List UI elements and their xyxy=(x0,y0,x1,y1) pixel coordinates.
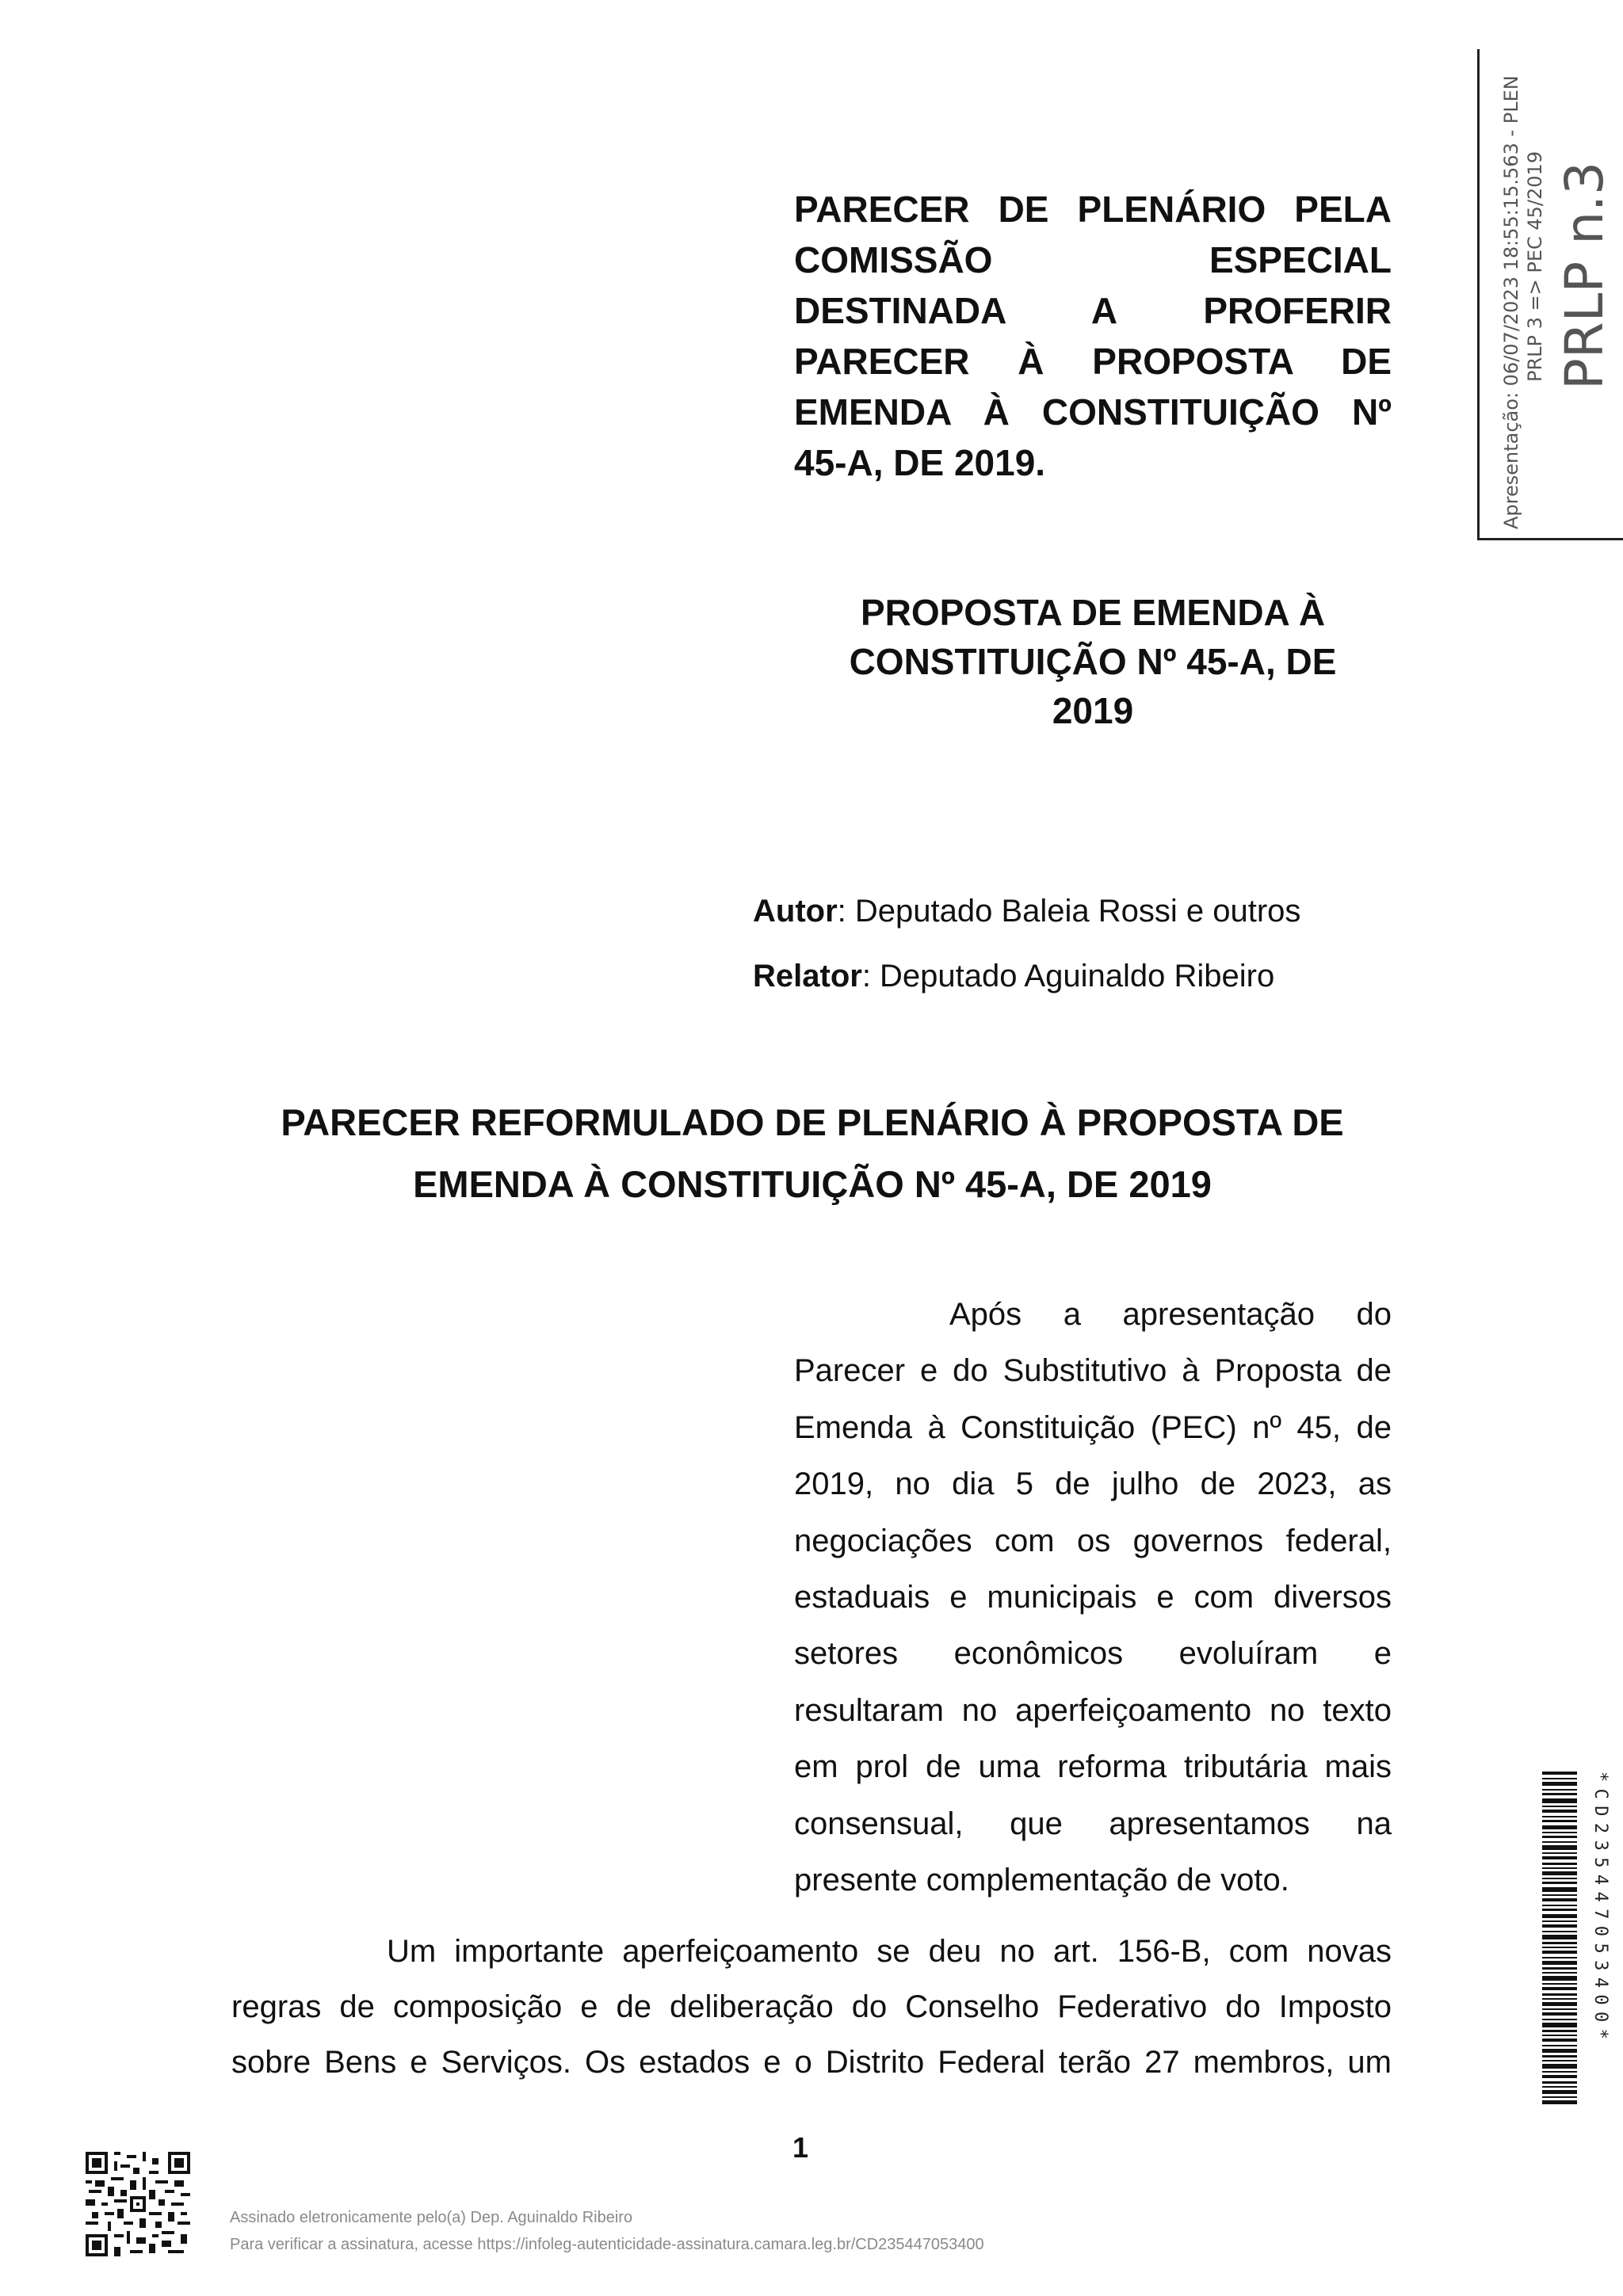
paragraph-line: Emenda à Constituição (PEC) nº 45, de xyxy=(794,1409,1392,1445)
page-number: 1 xyxy=(792,2131,809,2164)
verification-link[interactable]: Para verificar a assinatura, acesse https://infoleg-autenticidade-assinatura.camara.leg.br/CD235447053400 xyxy=(230,2236,984,2253)
qr-code-icon xyxy=(86,2152,190,2256)
paragraph-line: Parecer e do Substitutivo à Proposta de xyxy=(794,1353,1392,1389)
proposal-title-line: 2019 xyxy=(1052,690,1134,731)
signature-note: Assinado eletronicamente pelo(a) Dep. Aguinaldo Ribeiro xyxy=(230,2209,633,2226)
heading-line: PARECER À PROPOSTA DE xyxy=(794,341,1392,382)
author-value: : Deputado Baleia Rossi e outros xyxy=(837,894,1301,929)
proposal-title-line: CONSTITUIÇÃO Nº 45-A, DE xyxy=(849,641,1337,682)
main-title xyxy=(230,1092,1395,1215)
body-paragraph xyxy=(231,1924,1392,2090)
author-line xyxy=(753,889,1300,933)
stamp-code: PRLP n.3 xyxy=(1554,161,1615,390)
document-heading xyxy=(794,184,1392,488)
paragraph-line: setores econômicos evoluíram e xyxy=(794,1636,1392,1672)
barcode-number-text: *CD235447053400* xyxy=(1591,1772,1610,2046)
paragraph-line: estaduais e municipais e com diversos xyxy=(794,1580,1392,1615)
heading-line: PARECER DE PLENÁRIO PELA xyxy=(794,189,1392,230)
barcode-icon xyxy=(1542,1772,1577,2104)
heading-line: EMENDA À CONSTITUIÇÃO Nº xyxy=(794,391,1392,433)
paragraph-line: negociações com os governos federal, xyxy=(794,1523,1392,1558)
stamp-reference-line: PRLP 3 => PEC 45/2019 xyxy=(1524,151,1546,382)
paragraph-line: consensual, que apresentamos na xyxy=(794,1806,1392,1841)
heading-line: DESTINADA A PROFERIR xyxy=(794,290,1392,331)
paragraph-line: regras de composição e de deliberação do Conselho Federativo do Imposto xyxy=(231,1989,1392,2024)
stamp-date-line: Apresentação: 06/07/2023 18:55:15.563 - PLEN xyxy=(1500,75,1522,529)
main-title-line: EMENDA À CONSTITUIÇÃO Nº 45-A, DE 2019 xyxy=(413,1163,1212,1205)
rapporteur-value: : Deputado Aguinaldo Ribeiro xyxy=(861,959,1275,994)
author-label: Autor xyxy=(753,894,838,929)
main-title-line: PARECER REFORMULADO DE PLENÁRIO À PROPOSTA DE xyxy=(281,1101,1344,1143)
paragraph-line: 2019, no dia 5 de julho de 2023, as xyxy=(794,1466,1392,1502)
paragraph-line: Após a apresentação do xyxy=(949,1297,1392,1332)
paragraph-line: sobre Bens e Serviços. Os estados e o Distrito Federal terão 27 membros, um xyxy=(231,2045,1392,2080)
barcode-number xyxy=(1585,1772,1617,2104)
rapporteur-line xyxy=(753,954,1274,998)
paragraph-line: resultaram no aperfeiçoamento no texto xyxy=(794,1692,1392,1728)
paragraph-line: Um importante aperfeiçoamento se deu no art. 156-B, com novas xyxy=(387,1934,1392,1969)
paragraph-line: presente complementação de voto. xyxy=(794,1863,1289,1898)
intro-paragraph xyxy=(794,1287,1392,1909)
rapporteur-label: Relator xyxy=(753,959,862,994)
paragraph-line: em prol de uma reforma tributária mais xyxy=(794,1749,1392,1785)
proposal-title-line: PROPOSTA DE EMENDA À xyxy=(860,592,1326,633)
presentation-stamp xyxy=(1477,49,1623,540)
heading-line: 45-A, DE 2019. xyxy=(794,442,1046,483)
proposal-title xyxy=(794,588,1392,735)
heading-line: COMISSÃO ESPECIAL xyxy=(794,239,1392,280)
